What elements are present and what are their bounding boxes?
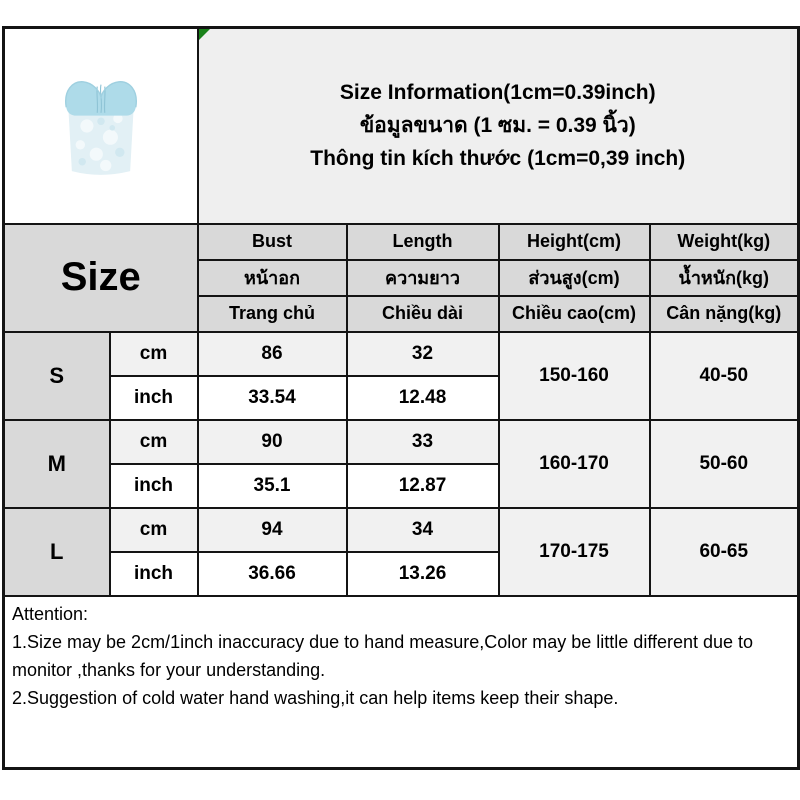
col-header-length-vi: Chiều dài: [347, 296, 499, 332]
size-row-label-m: M: [4, 420, 110, 508]
col-header-bust-th: หน้าอก: [198, 260, 347, 296]
cell-s-bust-inch: 33.54: [198, 376, 347, 420]
col-header-weight-th: น้ำหนัก(kg): [650, 260, 799, 296]
unit-label-inch: inch: [110, 464, 198, 508]
cell-l-bust-inch: 36.66: [198, 552, 347, 596]
col-header-length-en: Length: [347, 224, 499, 260]
title-thai: ข้อมูลขนาด (1 ซม. = 0.39 นิ้ว): [359, 114, 636, 138]
unit-label-inch: inch: [110, 376, 198, 420]
cell-corner-marker-icon: [199, 29, 210, 40]
cell-s-weight: 40-50: [650, 332, 799, 420]
cell-l-length-inch: 13.26: [347, 552, 499, 596]
size-table: [2, 26, 800, 770]
size-row-label-l: L: [4, 508, 110, 596]
col-header-weight-vi: Cân nặng(kg): [650, 296, 799, 332]
unit-label-cm: cm: [110, 508, 198, 552]
size-row-label-s: S: [4, 332, 110, 420]
cell-m-bust-inch: 35.1: [198, 464, 347, 508]
col-header-weight-en: Weight(kg): [650, 224, 799, 260]
cell-l-bust-cm: 94: [198, 508, 347, 552]
product-image-cell: [4, 28, 198, 224]
col-header-bust-en: Bust: [198, 224, 347, 260]
cell-s-height: 150-160: [499, 332, 650, 420]
title-vietnamese: Thông tin kích thước (1cm=0,39 inch): [310, 147, 686, 171]
product-photo: [5, 29, 197, 223]
size-chart-sheet: [2, 26, 800, 770]
col-header-length-th: ความยาว: [347, 260, 499, 296]
cell-s-length-cm: 32: [347, 332, 499, 376]
tube-top-illustration: [54, 68, 148, 184]
col-header-height-vi: Chiều cao(cm): [499, 296, 650, 332]
attention-note-cell: [4, 596, 799, 769]
attention-heading: Attention:: [12, 603, 89, 624]
attention-line-2: 2.Suggestion of cold water hand washing,it can help items keep their shape.: [12, 687, 619, 708]
col-header-bust-vi: Trang chủ: [198, 296, 347, 332]
col-header-height-en: Height(cm): [499, 224, 650, 260]
unit-label-inch: inch: [110, 552, 198, 596]
cell-m-height: 160-170: [499, 420, 650, 508]
col-header-height-th: ส่วนสูง(cm): [499, 260, 650, 296]
attention-line-1: 1.Size may be 2cm/1inch inaccuracy due to hand measure,Color may be little different due to monitor ,thanks for your understanding.: [12, 631, 754, 680]
cell-l-length-cm: 34: [347, 508, 499, 552]
size-info-title-cell: [198, 28, 799, 224]
cell-m-length-cm: 33: [347, 420, 499, 464]
cell-m-weight: 50-60: [650, 420, 799, 508]
title-english: Size Information(1cm=0.39inch): [339, 81, 656, 105]
cell-s-bust-cm: 86: [198, 332, 347, 376]
size-column-label: Size: [4, 224, 198, 332]
cell-l-weight: 60-65: [650, 508, 799, 596]
unit-label-cm: cm: [110, 332, 198, 376]
cell-m-length-inch: 12.87: [347, 464, 499, 508]
cell-m-bust-cm: 90: [198, 420, 347, 464]
unit-label-cm: cm: [110, 420, 198, 464]
cell-l-height: 170-175: [499, 508, 650, 596]
cell-s-length-inch: 12.48: [347, 376, 499, 420]
